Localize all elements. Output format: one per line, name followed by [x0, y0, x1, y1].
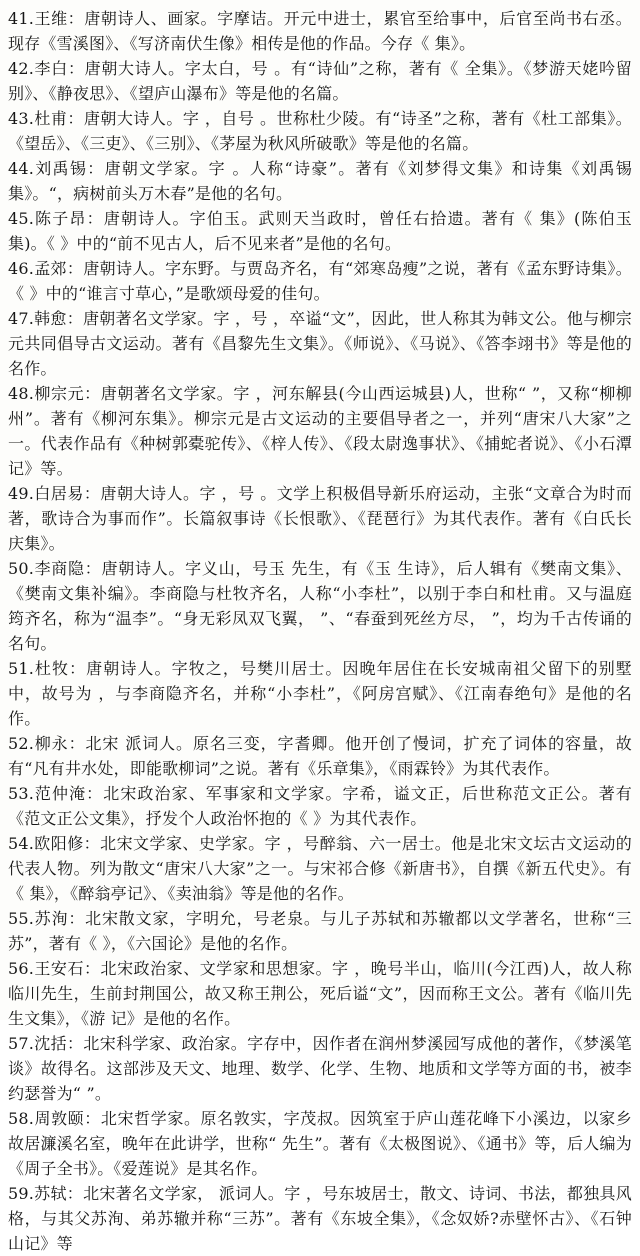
- entry-53-fan-zhongyan: 53.范仲淹：北宋政治家、军事家和文学家。字希，谥文正，后世称范文正公。著有《范文正公文集》，抒发个人政治怀抱的《 》为其代表作。: [8, 784, 632, 828]
- entry-43-du-fu: 43.杜甫：唐朝大诗人。字 ，自号 。世称杜少陵。有“诗圣”之称，著有《杜工部集》。《望岳》、《三吏》、《三别》、《茅屋为秋风所破歌》等是他的名篇。: [8, 109, 632, 153]
- entry-47-han-yu: 47.韩愈：唐朝著名文学家。字 ，号 ，卒谥“文”，因此，世人称其为韩文公。他与柳宗元共同倡导古文运动。著有《昌黎先生文集》。《师说》、《马说》、《答李翊书》等是他的名作。: [8, 309, 632, 378]
- entry-50-li-shangyin: 50.李商隐：唐朝诗人。字义山，号玉 先生，有《玉 生诗》，后人辑有《樊南文集》、《樊南文集补编》。李商隐与杜牧齐名，人称“小李杜”，以别于李白和杜甫。又与温庭筠齐名，称为“温李”。“身无彩凤双飞翼， ”、“春蚕到死丝方尽， ”，均为千古传诵的名句。: [8, 559, 632, 653]
- entry-56-wang-anshi: 56.王安石：北宋政治家、文学家和思想家。字 ，晚号半山，临川(今江西)人，故人称临川先生，生前封荆国公，故又称王荆公，死后谥“文”，因而称王文公。著有《临川先生文集》，《游 记》是他的名作。: [8, 959, 632, 1028]
- entry-42-li-bai: 42.李白：唐朝大诗人。字太白，号 。有“诗仙”之称，著有《 全集》。《梦游天姥吟留别》、《静夜思》、《望庐山瀑布》等是他的名篇。: [8, 59, 632, 103]
- entry-46-meng-jiao: 46.孟郊：唐朝诗人。字东野。与贾岛齐名，有“郊寒岛瘦”之说，著有《孟东野诗集》。《 》中的“谁言寸草心，”是歌颂母爱的佳句。: [8, 259, 632, 303]
- entry-55-su-xun: 55.苏洵：北宋散文家，字明允，号老泉。与儿子苏轼和苏辙都以文学著名，世称“三苏”，著有《 》，《六国论》是他的名作。: [8, 909, 632, 953]
- entry-51-du-mu: 51.杜牧：唐朝诗人。字牧之，号樊川居士。因晚年居住在长安城南祖父留下的别墅中，故号为 ，与李商隐齐名，并称“小李杜”，《阿房宫赋》、《江南春绝句》是他的名作。: [8, 659, 632, 728]
- entry-52-liu-yong: 52.柳永：北宋 派词人。原名三变，字耆卿。他开创了慢词，扩充了词体的容量，故有“凡有井水处，即能歌柳词”之说。著有《乐章集》，《雨霖铃》为其代表作。: [8, 734, 632, 778]
- entry-58-zhou-dunyi: 58.周敦颐：北宋哲学家。原名敦实，字茂叔。因筑室于庐山莲花峰下小溪边，以家乡故居濂溪名室，晚年在此讲学，世称“ 先生”。著有《太极图说》、《通书》等，后人编为《周子全书》。《爱莲说》是其名作。: [8, 1109, 632, 1178]
- entry-54-ouyang-xiu: 54.欧阳修：北宋文学家、史学家。字 ，号醉翁、六一居士。他是北宋文坛古文运动的代表人物。列为散文“唐宋八大家”之一。与宋祁合修《新唐书》，自撰《新五代史》。有《 集》，《醉翁亭记》、《卖油翁》等是他的名作。: [8, 834, 632, 903]
- entry-59-su-shi: 59.苏轼：北宋著名文学家， 派词人。字 ，号东坡居士，散文、诗词、书法，都独具风格，与其父苏洵、弟苏辙并称“三苏”。著有《东坡全集》，《念奴娇?赤壁怀古》、《石钟山记》等: [8, 1184, 632, 1253]
- entry-48-liu-zongyuan: 48.柳宗元：唐朝著名文学家。字 ，河东解县(今山西运城县)人，世称“ ”，又称“柳柳州”。著有《柳河东集》。柳宗元是古文运动的主要倡导者之一，并列“唐宋八大家”之一。代表作品有《种树郭橐驼传》、《梓人传》、《段太尉逸事状》、《捕蛇者说》、《小石潭记》等。: [8, 384, 632, 478]
- entry-45-chen-ziang: 45.陈子昂：唐朝诗人。字伯玉。武则天当政时，曾任右拾遗。著有《 集》(陈伯玉集)。《 》中的“前不见古人，后不见来者”是他的名句。: [8, 209, 632, 253]
- entry-57-shen-kuo: 57.沈括：北宋科学家、政治家。字存中，因作者在润州梦溪园写成他的著作，《梦溪笔谈》故得名。这部涉及天文、地理、数学、化学、生物、地质和文学等方面的书，被李约瑟誉为“ ”。: [8, 1034, 632, 1103]
- entry-44-liu-yuxi: 44.刘禹锡：唐朝文学家。字 。人称“诗豪”。著有《刘梦得文集》和诗集《刘禹锡集》。“，病树前头万木春”是他的名句。: [8, 159, 632, 203]
- document-body: [8, 6, 632, 1253]
- entry-49-bai-juyi: 49.白居易：唐朝大诗人。字 ，号 。文学上积极倡导新乐府运动，主张“文章合为时而著，歌诗合为事而作”。长篇叙事诗《长恨歌》、《琵琶行》为其代表作。著有《白氏长庆集》。: [8, 484, 632, 553]
- entry-41-wang-wei: 41.王维：唐朝诗人、画家。字摩诘。开元中进士，累官至给事中，后官至尚书右丞。现存《雪溪图》、《写济南伏生像》相传是他的作品。今存《 集》。: [8, 9, 632, 53]
